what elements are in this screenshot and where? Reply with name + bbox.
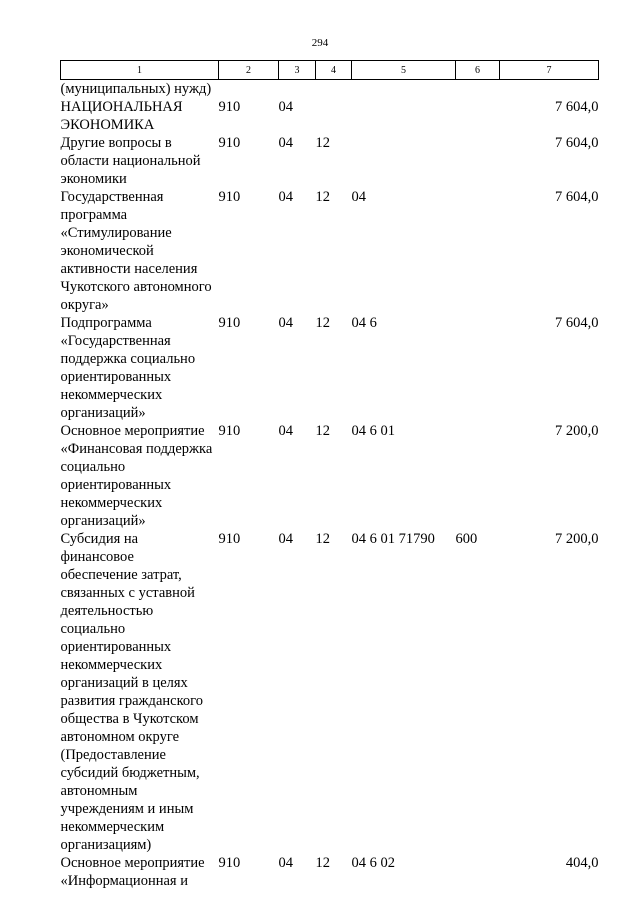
row-name-line: развития гражданского: [60, 693, 203, 709]
table-row: [61, 314, 599, 422]
row-name-line: ориентированных: [60, 477, 172, 493]
row-name-line: организаций»: [60, 513, 146, 529]
row-name-line: социально: [60, 459, 126, 475]
row-expense-type: [456, 98, 500, 134]
header-col-4: 4: [316, 61, 352, 80]
row-expense-type: [456, 854, 500, 890]
row-expense-type: [456, 80, 500, 99]
row-amount: 7 604,0: [555, 135, 599, 151]
row-name-line: организаций»: [60, 405, 146, 421]
row-name-line: ориентированных: [60, 639, 172, 655]
row-subsection-code: 12: [315, 531, 330, 547]
row-admin-code: 910: [218, 189, 241, 205]
row-name-line: обеспечение затрат,: [60, 567, 182, 583]
row-name-line: Подпрограмма: [60, 315, 152, 331]
row-amount: 7 200,0: [555, 423, 599, 439]
row-name-line: НАЦИОНАЛЬНАЯ: [60, 99, 183, 115]
row-admin-code: 910: [218, 531, 241, 547]
row-admin-code: 910: [218, 135, 241, 151]
header-col-2: 2: [219, 61, 279, 80]
row-name-line: «Информационная и: [60, 873, 188, 889]
row-name-line: некоммерческих: [60, 657, 163, 673]
row-expense-type: 600: [455, 531, 478, 547]
row-expense-type: [456, 188, 500, 314]
row-name-line: экономической: [60, 243, 154, 259]
row-name-line: Основное мероприятие: [60, 423, 205, 439]
row-amount: 7 604,0: [555, 315, 599, 331]
row-section-code: 04: [278, 99, 293, 115]
row-name-line: ЭКОНОМИКА: [60, 117, 155, 133]
budget-table: [60, 60, 599, 890]
column-number-header: [61, 61, 599, 80]
row-name: [61, 134, 219, 188]
row-name-line: области национальной: [60, 153, 201, 169]
header-col-3: 3: [279, 61, 316, 80]
row-section-code: 04: [278, 855, 293, 871]
row-name-line: некоммерческих: [60, 495, 163, 511]
row-name-line: субсидий бюджетным,: [60, 765, 200, 781]
row-subsection-code: [316, 80, 352, 99]
table-row: [61, 80, 599, 99]
header-col-7: 7: [500, 61, 599, 80]
row-admin-code: [219, 80, 279, 99]
row-admin-code: 910: [218, 423, 241, 439]
row-name-line: «Государственная: [60, 333, 171, 349]
row-name-line: автономном округе: [60, 729, 180, 745]
row-amount: [500, 80, 599, 99]
row-name: [61, 422, 219, 530]
row-name-line: «Финансовая поддержка: [60, 441, 213, 457]
row-amount: 7 200,0: [555, 531, 599, 547]
header-col-5: 5: [352, 61, 456, 80]
row-name: [61, 188, 219, 314]
row-subsection-code: 12: [315, 189, 330, 205]
row-name-line: связанных с уставной: [60, 585, 195, 601]
row-name-line: Чукотского автономного: [60, 279, 212, 295]
row-name: [61, 854, 219, 890]
row-target-article: 04 6: [351, 315, 377, 331]
row-subsection-code: 12: [315, 423, 330, 439]
row-amount: 404,0: [565, 855, 599, 871]
row-expense-type: [456, 422, 500, 530]
row-name-line: организаций в целях: [60, 675, 188, 691]
row-admin-code: 910: [218, 315, 241, 331]
row-name-line: ориентированных: [60, 369, 172, 385]
page-number: 294: [311, 37, 329, 49]
row-amount: 7 604,0: [555, 99, 599, 115]
row-target-article: [352, 80, 456, 99]
row-name-line: поддержка социально: [60, 351, 196, 367]
row-name-line: некоммерческих: [60, 387, 163, 403]
row-subsection-code: [316, 98, 352, 134]
row-expense-type: [456, 314, 500, 422]
table-row: [61, 98, 599, 134]
row-target-article: 04 6 01: [351, 423, 395, 439]
row-name-line: учреждениям и иным: [60, 801, 194, 817]
row-target-article: 04 6 02: [351, 855, 395, 871]
row-name: [61, 80, 219, 99]
row-target-article: 04 6 01 71790: [351, 531, 435, 547]
row-subsection-code: 12: [315, 135, 330, 151]
row-name-line: (муниципальных) нужд): [60, 81, 212, 97]
row-section-code: [279, 80, 316, 99]
row-section-code: 04: [278, 315, 293, 331]
row-amount: 7 604,0: [555, 189, 599, 205]
row-target-article: 04: [351, 189, 366, 205]
table-row: [61, 134, 599, 188]
row-name-line: финансовое: [60, 549, 134, 565]
row-name: [61, 530, 219, 854]
table-row: [61, 422, 599, 530]
row-name-line: общества в Чукотском: [60, 711, 199, 727]
row-name: [61, 98, 219, 134]
row-name: [61, 314, 219, 422]
row-name-line: активности населения: [60, 261, 198, 277]
row-name-line: (Предоставление: [60, 747, 166, 763]
row-expense-type: [456, 134, 500, 188]
row-name-line: Государственная: [60, 189, 164, 205]
row-name-line: «Стимулирование: [60, 225, 172, 241]
row-name-line: Основное мероприятие: [60, 855, 205, 871]
header-col-1: 1: [61, 61, 219, 80]
row-subsection-code: 12: [315, 855, 330, 871]
row-target-article: [352, 98, 456, 134]
table-row: [61, 530, 599, 854]
row-name-line: Субсидия на: [60, 531, 139, 547]
table-row: [61, 854, 599, 890]
row-name-line: округа»: [60, 297, 109, 313]
row-name-line: экономики: [60, 171, 127, 187]
row-name-line: социально: [60, 621, 126, 637]
row-target-article: [352, 134, 456, 188]
row-section-code: 04: [278, 531, 293, 547]
row-section-code: 04: [278, 135, 293, 151]
row-name-line: программа: [60, 207, 128, 223]
row-admin-code: 910: [218, 99, 241, 115]
table-row: [61, 188, 599, 314]
row-name-line: Другие вопросы в: [60, 135, 172, 151]
row-name-line: некоммерческим: [60, 819, 165, 835]
row-section-code: 04: [278, 189, 293, 205]
row-name-line: организациям): [60, 837, 152, 853]
row-name-line: автономным: [60, 783, 138, 799]
row-name-line: деятельностью: [60, 603, 154, 619]
table-body: [61, 80, 599, 891]
header-col-6: 6: [456, 61, 500, 80]
row-admin-code: 910: [218, 855, 241, 871]
row-section-code: 04: [278, 423, 293, 439]
row-subsection-code: 12: [315, 315, 330, 331]
